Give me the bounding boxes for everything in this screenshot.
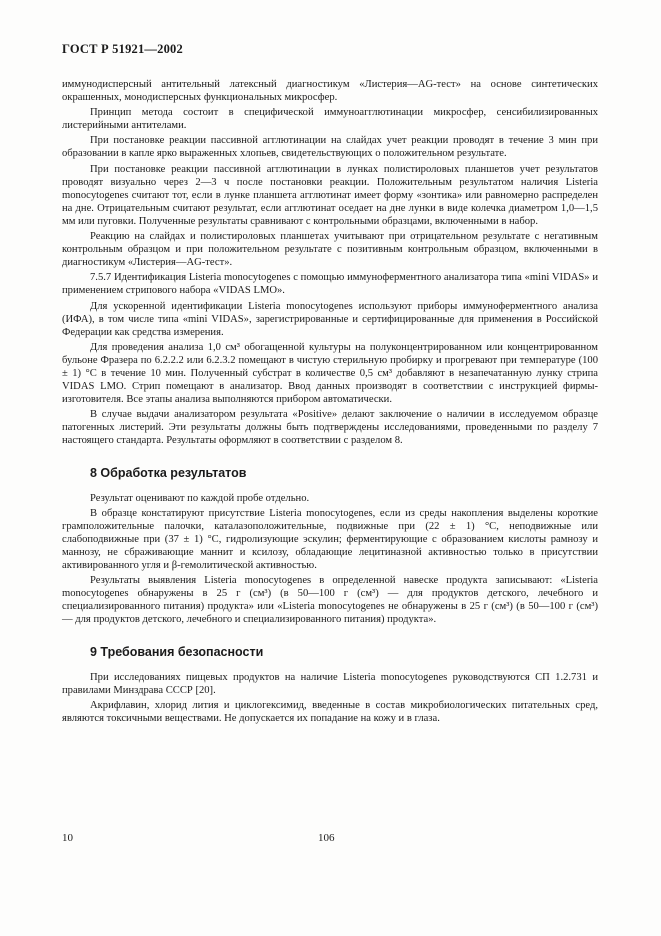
paragraph: Результат оценивают по каждой пробе отдельно. [90,492,310,504]
paragraph: Принцип метода состоит в специфической иммуноагглютинации микросфер, сенсибилизированных листерийными антителами. [62,107,598,132]
running-header: ГОСТ Р 51921—2002 [62,42,183,56]
page-number-left: 10 [62,832,73,844]
paragraph: Реакцию на слайдах и полистироловых планшетах учитывают при отрицательном результате с негативным контрольным образцом и при положительном результате с позитивным контрольным образцом, включенными в диагностикум «Листерия—AG-тест». [62,231,598,269]
paragraph: иммунодисперсный антительный латексный диагностикум «Листерия—AG-тест» на основе синтетических окрашенных, монодисперсных функциональных микросфер. [62,79,598,104]
page-number-center: 106 [318,832,335,844]
paragraph: Акрифлавин, хлорид лития и циклогексимид, введенные в состав микробиологических питательных сред, являются токсичными веществами. Не допускается их попадание на кожу и в глаза. [62,699,598,724]
intro-paragraphs [62,78,598,448]
section-safety [62,671,598,725]
section-results [62,492,598,627]
document-body [62,78,598,727]
paragraph: При исследованиях пищевых продуктов на наличие Listeria monocytogenes руководствуются СП 1.2.731 и правилами Минздрава СССР [20]. [62,671,598,696]
paragraph: В образце констатируют присутствие Listeria monocytogenes, если из среды накопления выделены короткие грамположительные палочки, каталазоположительные, подвижные при (22 ± 1) °С, неподвижные или слабоподвижные при (37 ± 1) °С, гидролизующие эскулин; ферментирующие с образованием кислоты рамнозу и маннозу, не сбраживающие маннит и ксилозу, обладающие лецитиназной активностью только в присутствии активированного угля и β-гемолитической активностью. [62,507,598,572]
paragraph: При постановке реакции пассивной агглютинации в лунках полистироловых планшетов учет результатов проводят визуально через 2—3 ч после постановки реакции. Положительным результатом наличия Listeria monocytogenes считают тот, если в лунке планшета агглютинат имеет форму «зонтика» или равномерно распределен на дне. Отрицательным считают результат, если агглютинат оседает на дне лунки в виде колечка диаметром 1,0—1,5 мм или пуговки. Полученные результаты сравнивают с контрольными образцами, включенными в набор. [62,163,598,227]
paragraph: Результаты выявления Listeria monocytogenes в определенной навеске продукта записывают: «Listeria monocytogenes обнаружены в 25 г (см³) (в 50—100 г (см³) — для продуктов детского, лечебного и специализированного питания) продукта» или «Listeria monocytogenes не обнаружены в 25 г (см³) (в 50—100 г (см³) — для продуктов детского, лечебного и специализированного питания) продукта». [62,575,598,626]
section-heading-results: 8 Обработка результатов [90,465,247,480]
paragraph: При постановке реакции пассивной агглютинации на слайдах учет реакции проводят в течение 3 мин при образовании в капле ярко выраженных хлопьев, свидетельствующих о положительном результате. [62,135,598,160]
section-heading-safety: 9 Требования безопасности [90,644,264,659]
paragraph: 7.5.7 Идентификация Listeria monocytogenes с помощью иммуноферментного анализатора типа «mini VIDAS» и применением стрипового набора «VIDAS LMO». [62,272,598,297]
paragraph: В случае выдачи анализатором результата «Positive» делают заключение о наличии в исследуемом образце патогенных листерий. Эти результаты должны быть подтверждены исследованиями, проведенными по разделу 7 настоящего стандарта. Результаты оформляют в соответствии с разделом 8. [62,409,598,447]
paragraph: Для проведения анализа 1,0 см³ обогащенной культуры на полуконцентрированном или концентрированном бульоне Фразера по 6.2.2.2 или 6.2.3.2 помещают в чистую стерильную пробирку и прогревают при температуре (100 ± 1) °С в течение 10 мин. Полученный субстрат в количестве 0,5 см³ добавляют в незапечатанную лунку стрипа VIDAS LMO. Стрип помещают в анализатор. Ввод данных производят в соответствии с инструкцией фирмы-изготовителя. Все этапы анализа выполняются прибором автоматически. [62,341,598,406]
paragraph: Для ускоренной идентификации Listeria monocytogenes используют приборы иммуноферментного анализа (ИФА), в том числе типа «mini VIDAS», зарегистрированные и сертифицированные для применения в Российской Федерации как средства измерения. [62,300,598,338]
